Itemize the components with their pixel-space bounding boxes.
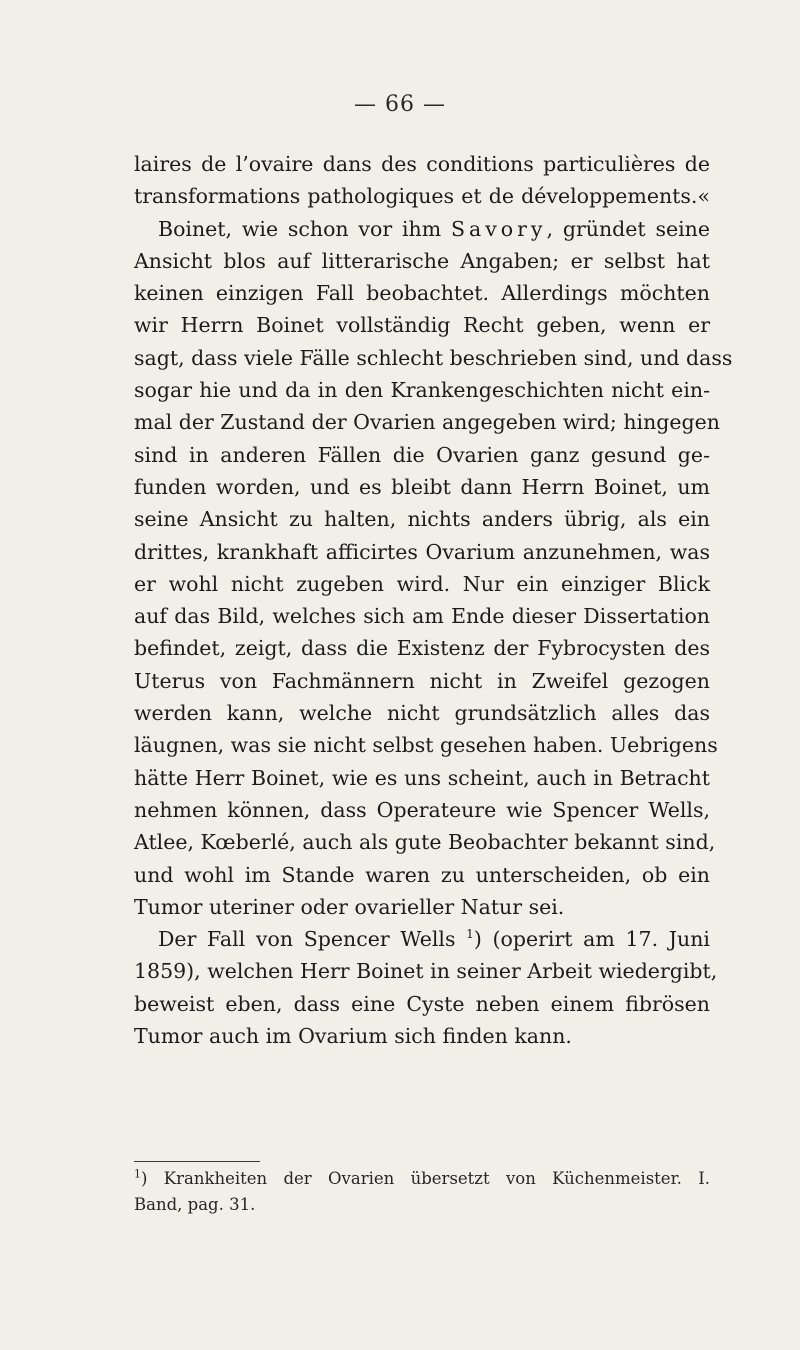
footnote-line: Band, pag. 31.	[134, 1195, 256, 1214]
text-line: auf das Bild, welches sich am Ende dieser Dissertation	[134, 604, 710, 629]
footnote	[134, 1166, 710, 1218]
text-segment: ) (operirt am 17. Juni	[473, 927, 710, 952]
text-segment: Der Fall von Spencer Wells	[158, 927, 467, 952]
text-line: beweist eben, dass eine Cyste neben einem fibrösen	[134, 991, 710, 1016]
spaced-name: Savory	[450, 216, 547, 241]
text-line: sagt, dass viele Fälle schlecht beschrieben sind, und dass	[134, 345, 733, 370]
footnote-divider	[134, 1161, 260, 1162]
text-line: drittes, krankhaft afficirtes Ovarium anzunehmen, was	[134, 539, 710, 564]
text-line: Atlee, Kœberlé, auch als gute Beobachter bekannt sind,	[134, 830, 716, 855]
text-line: mal der Zustand der Ovarien angegeben wird; hingegen	[134, 410, 720, 435]
text-line: hätte Herr Boinet, wie es uns scheint, auch in Betracht	[134, 765, 710, 790]
text-line: werden kann, welche nicht grundsätzlich alles das	[134, 701, 710, 726]
text-line: sind in anderen Fällen die Ovarien ganz gesund ge-	[134, 442, 710, 467]
text-line: und wohl im Stande waren zu unterscheiden, ob ein	[134, 862, 710, 887]
text-line: 1859), welchen Herr Boinet in seiner Arbeit wiedergibt,	[134, 959, 718, 984]
footnote-line	[134, 1166, 710, 1192]
text-line: befindet, zeigt, dass die Existenz der Fybrocysten des	[134, 636, 710, 661]
text-line: funden worden, und es bleibt dann Herrn Boinet, um	[134, 474, 710, 499]
footnote-text: ) Krankheiten der Ovarien übersetzt von Küchenmeister. I.	[141, 1169, 710, 1188]
text-segment: , gründet seine	[546, 216, 710, 241]
text-line: transformations pathologiques et de développements.«	[134, 184, 710, 209]
footnote-reference[interactable]: 1	[466, 927, 474, 942]
text-line: Tumor auch im Ovarium sich finden kann.	[134, 1024, 572, 1049]
text-line	[134, 923, 710, 955]
text-segment: Boinet, wie schon vor ihm	[158, 216, 451, 241]
text-line: wir Herrn Boinet vollständig Recht geben, wenn er	[134, 313, 710, 338]
text-line: nehmen können, dass Operateure wie Spencer Wells,	[134, 797, 710, 822]
text-line: seine Ansicht zu halten, nichts anders übrig, als ein	[134, 507, 710, 532]
text-line: keinen einzigen Fall beobachtet. Allerdings möchten	[134, 281, 710, 306]
text-line: sogar hie und da in den Krankengeschichten nicht ein-	[134, 378, 710, 403]
text-line: Tumor uteriner oder ovarieller Natur sei.	[134, 894, 565, 919]
text-line: er wohl nicht zugeben wird. Nur ein einziger Blick	[134, 571, 710, 596]
text-line: Uterus von Fachmännern nicht in Zweifel gezogen	[134, 668, 710, 693]
body-text	[134, 148, 733, 1052]
page-number: — 66 —	[354, 92, 446, 117]
text-line: Ansicht blos auf litterarische Angaben; er selbst hat	[134, 248, 710, 273]
text-line: läugnen, was sie nicht selbst gesehen haben. Uebrigens	[134, 733, 718, 758]
text-line	[134, 213, 710, 245]
footnote-mark: 1	[134, 1167, 141, 1181]
text-line: laires de l’ovaire dans des conditions particulières de	[134, 152, 710, 176]
